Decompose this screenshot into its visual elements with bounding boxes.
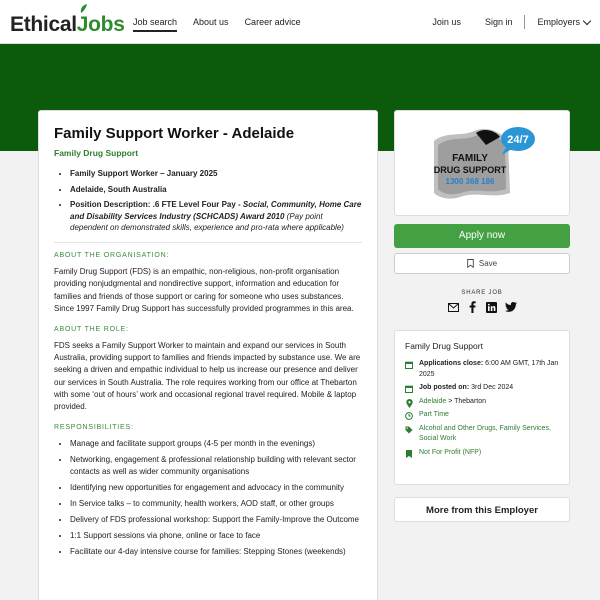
job-details-card: [394, 330, 570, 485]
categories-links[interactable]: Alcohol and Other Drugs, Family Services, Social Work: [419, 424, 551, 442]
svg-text:DRUG SUPPORT: DRUG SUPPORT: [433, 165, 507, 175]
about-organisation-text: Family Drug Support (FDS) is an empathic, non-religious, non-profit organisation providing nonjudgmental and nondirective support, information and education for families and friends of those support or caring for someone who uses substances. Since 1997 Family Drug Support has successfully provided programmes in this area.: [54, 266, 354, 314]
calendar-icon: [405, 359, 413, 368]
sign-in-link[interactable]: Sign in: [484, 17, 513, 27]
nav-separator: [524, 15, 525, 29]
share-job-label: SHARE JOB: [461, 290, 503, 296]
bookmark-icon: [405, 448, 413, 457]
bookmark-icon: [467, 259, 474, 268]
family-drug-support-logo: [426, 123, 538, 203]
work-type-row: [405, 410, 559, 421]
join-us-link[interactable]: Join us: [432, 17, 461, 27]
list-item: • In Service talks – to community, health workers, AOD staff, or other groups: [70, 498, 362, 510]
fact-role: • Family Support Worker – January 2025: [70, 168, 362, 180]
email-icon[interactable]: [448, 301, 460, 313]
more-from-employer-button[interactable]: More from this Employer: [394, 497, 570, 522]
list-item: • Delivery of FDS professional workshop: Support the Family-Improve the Outcome: [70, 514, 362, 526]
save-label: Save: [478, 259, 498, 268]
about-role-text: FDS seeks a Family Support Worker to maintain and expand our services in South Australia, providing support to families and friends impacted by substance use. We are seeking a driven and empathic individual to help us increase our presence and deliver our services in South Australia. The role requires working from our office at Thebarton with some ‘out of hours’ work and occasional regional travel required. Mobile & laptop provided.: [54, 340, 361, 412]
svg-text:24/7: 24/7: [507, 134, 529, 146]
organisation-type-link[interactable]: Not For Profit (NFP): [419, 448, 482, 456]
location-row: Adelaide > Thebarton: [405, 397, 559, 408]
company-name[interactable]: Family Drug Support: [54, 148, 139, 158]
nav-career-advice[interactable]: Career advice: [244, 17, 301, 27]
main-nav: [133, 0, 301, 44]
share-job: [394, 290, 570, 320]
job-facts: [54, 168, 362, 234]
nav-job-search[interactable]: Job search: [133, 0, 177, 44]
share-icons: [394, 301, 570, 313]
location-link[interactable]: Adelaide: [419, 397, 447, 405]
list-item: • Manage and facilitate support groups (4-5 per month in the evenings): [70, 438, 362, 450]
job-posted-row: Job posted on: 3rd Dec 2024: [405, 383, 559, 394]
responsibilities-list: [54, 438, 362, 558]
svg-text:FAMILY: FAMILY: [452, 153, 488, 164]
responsibilities-heading: RESPONSIBILITIES:: [54, 423, 134, 431]
work-type-link[interactable]: Part Time: [419, 411, 449, 418]
applications-close-row: Applications close: 6:00 AM GMT, 17th Jan 2025: [405, 359, 559, 380]
facebook-icon[interactable]: [467, 301, 479, 313]
tag-icon: [405, 424, 413, 433]
divider: [54, 242, 362, 243]
about-role-heading: ABOUT THE ROLE:: [54, 325, 129, 333]
logo-text-ethical: Ethical: [10, 13, 77, 36]
list-item: • Facilitate our 4-day intensive course for families: Stepping Stones (weekends): [70, 546, 362, 558]
chevron-down-icon: [583, 16, 591, 24]
job-detail-card: [38, 110, 378, 600]
linkedin-icon[interactable]: [486, 301, 498, 313]
save-job-button[interactable]: [394, 253, 570, 274]
fact-position-description: • Position Description: .6 FTE Level Four Pay - Social, Community, Home Care and Disability Services Industry (SCHCADS) Award 2010 (Pay point dependent on demonstrated skills, experience and pro-rata where applicable): [70, 199, 362, 234]
list-item: • Identifying new opportunities for engagement and advocacy in the community: [70, 482, 362, 494]
employers-menu[interactable]: Employers: [537, 0, 590, 44]
nav-about-us[interactable]: About us: [193, 17, 229, 27]
categories-row: [405, 424, 559, 445]
job-title: Family Support Worker - Adelaide: [54, 125, 295, 142]
clock-icon: [405, 410, 413, 419]
twitter-icon[interactable]: [505, 301, 517, 313]
svg-text:1300 368 186: 1300 368 186: [445, 177, 495, 186]
employer-logo-card[interactable]: [394, 110, 570, 216]
list-item: • Networking, engagement & professional relationship building with relevant sector contacts as well as wider community organisations: [70, 454, 362, 478]
account-nav: [408, 0, 590, 44]
map-pin-icon: [405, 397, 413, 406]
top-navigation: [0, 0, 600, 44]
employer-name: Family Drug Support: [405, 341, 483, 351]
leaf-icon: [80, 4, 87, 13]
about-organisation-heading: ABOUT THE ORGANISATION:: [54, 251, 170, 259]
logo-text-jobs: Jobs: [77, 13, 125, 37]
calendar-icon: [405, 383, 413, 392]
ethicaljobs-logo[interactable]: [10, 9, 125, 37]
organisation-type-row: [405, 448, 559, 459]
apply-now-button[interactable]: Apply now: [394, 224, 570, 248]
fact-location: • Adelaide, South Australia: [70, 184, 362, 196]
list-item: • 1:1 Support sessions via phone, online or face to face: [70, 530, 362, 542]
